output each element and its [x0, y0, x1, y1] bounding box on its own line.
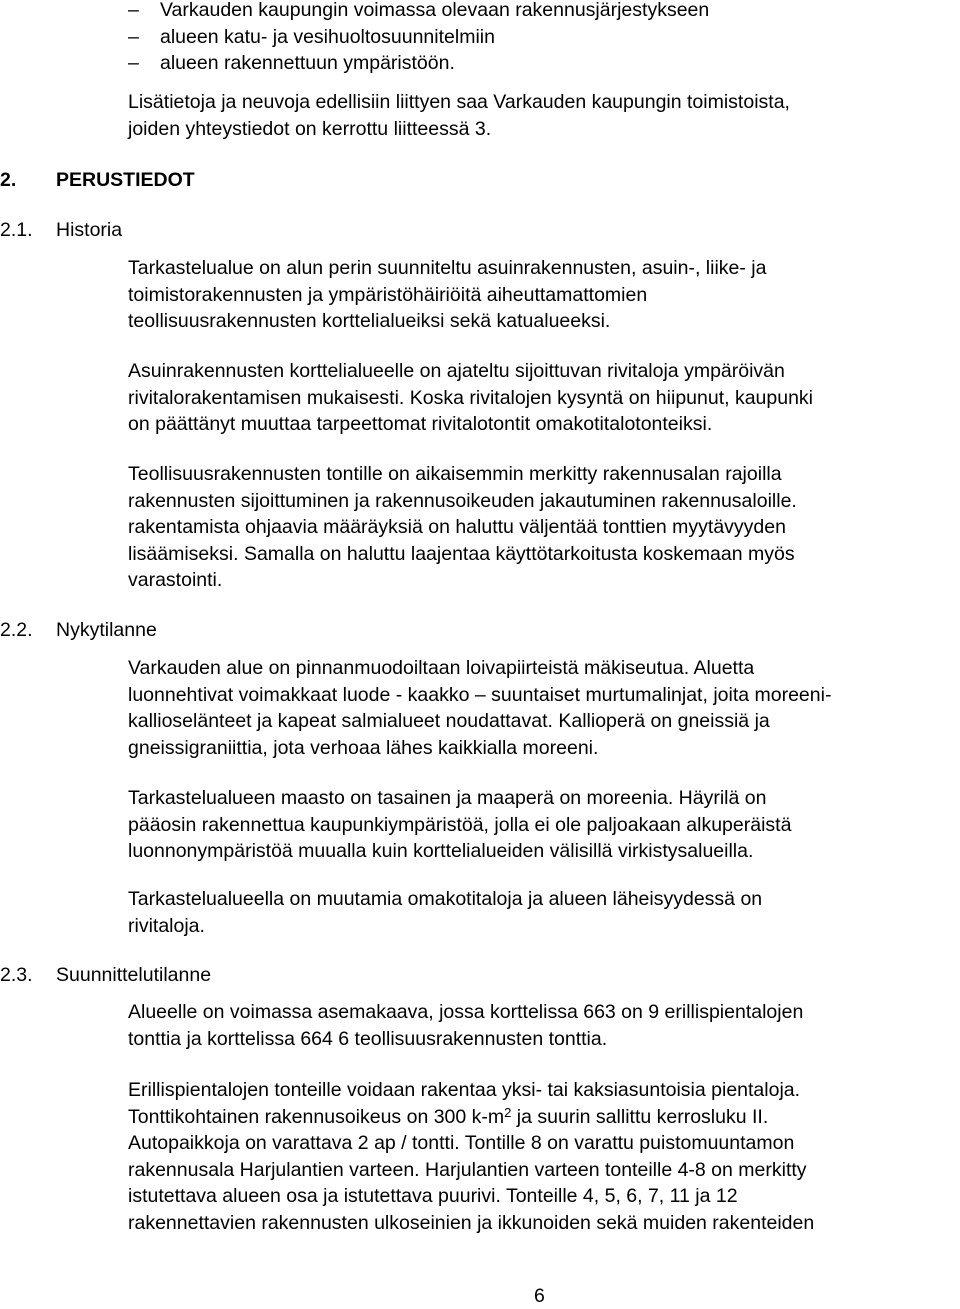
section-heading-perustiedot — [0, 167, 195, 193]
list-item: – Varkauden kaupungin voimassa olevaan rakennusjärjestykseen — [128, 0, 709, 24]
suunnittelu-paragraph-2: Erillispientalojen tonteille voidaan rakentaa yksi- tai kaksiasuntoisia pientaloja. Tonttikohtainen rakennusoikeus on 300 $k-m^2$ ja suurin sallittu kerrosluku II. Autopaikkoja on varattava 2 ap / tontti. Tontille 8 on varattu puistomuuntamon rakennusala Harjulantien varteen. Harjulantien varteen tonteille 4-8 on merkitty istutettava alueen osa ja istutettava puurivi. Tonteille 4, 5, 6, 7, 11 ja 12 rakennettavien rakennusten ulkoseinien ja ikkunoiden sekä muiden rakenteiden — [128, 1079, 815, 1234]
nykytilanne-paragraph-1: Varkauden alue on pinnanmuodoiltaan loivapiirteistä mäkiseutua. Aluetta luonnehtivat voimakkaat luode - kaakko – suuntaiset murtumalinjat, joita moreeni- kallioselänteet ja kapeat salmialueet noudattavat. Kallioperä on gneissiä ja gneissigraniittia, jota verhoaa lähes kaikkialla moreeni. — [128, 657, 832, 759]
list-item: – alueen katu- ja vesihuoltosuunnitelmiin — [128, 24, 709, 51]
dash-bullet: – — [128, 52, 139, 74]
section-heading-nykytilanne — [0, 617, 157, 643]
superscript-2: 2 — [504, 1104, 512, 1120]
section-number: 2.2. — [0, 619, 33, 641]
nykytilanne-paragraph-2: Tarkastelualueen maasto on tasainen ja maaperä on moreenia. Häyrilä on pääosin rakennettua kaupunkiympäristöä, jolla ei ole paljoakaan alkuperäistä luonnonympäristöä muualla kuin korttelialueiden välisillä virkistysalueilla. — [128, 787, 792, 862]
section-number: 2.3. — [0, 964, 33, 986]
section-title: Nykytilanne — [56, 619, 157, 641]
section-title: PERUSTIEDOT — [56, 169, 195, 191]
section-title: Historia — [56, 219, 123, 241]
historia-paragraph-1: Tarkastelualue on alun perin suunniteltu asuinrakennusten, asuin-, liike- ja toimistorakennusten ja ympäristöhäiriöitä aiheuttamattomien teollisuusrakennusten korttelialueiksi sekä katualueeksi. — [128, 257, 767, 332]
page-number: 6 — [534, 1285, 545, 1307]
intro-paragraph: Lisätietoja ja neuvoja edellisiin liittyen saa Varkauden kaupungin toimistoista, joiden yhteystiedot on kerrottu liitteessä 3. — [128, 91, 790, 140]
section-number: 2.1. — [0, 219, 33, 241]
list-item: – alueen rakennettuun ympäristöön. — [128, 50, 709, 77]
section-heading-suunnittelutilanne — [0, 962, 211, 988]
suunnittelu-paragraph-1: Alueelle on voimassa asemakaava, jossa korttelissa 663 on 9 erillispientalojen tonttia ja korttelissa 664 6 teollisuusrakennusten tonttia. — [128, 1001, 804, 1050]
historia-paragraph-2: Asuinrakennusten korttelialueelle on ajateltu sijoittuvan rivitaloja ympäröivän rivitalorakentamisen mukaisesti. Koska rivitalojen kysyntä on hiipunut, kaupunki on päättänyt muuttaa tarpeettomat rivitalotontit omakotitalotonteiksi. — [128, 360, 814, 435]
historia-paragraph-3: Teollisuusrakennusten tontille on aikaisemmin merkitty rakennusalan rajoilla rakennusten sijoittuminen ja rakennusoikeuden jakautuminen rakennusaloille. rakentamista ohjaavia määräyksiä on haluttu väljentää tonttien myytävyyden lisäämiseksi. Samalla on haluttu laajentaa käyttötarkoitusta koskemaan myös varastointi. — [128, 463, 797, 591]
section-heading-historia — [0, 217, 122, 243]
dash-bullet: – — [128, 0, 139, 21]
nykytilanne-paragraph-3: Tarkastelualueella on muutamia omakotitaloja ja alueen läheisyydessä on rivitaloja. — [128, 888, 763, 937]
section-number: 2. — [0, 169, 17, 191]
dash-bullet: – — [128, 25, 139, 48]
intro-list — [128, 0, 709, 77]
section-title: Suunnittelutilanne — [56, 964, 212, 986]
